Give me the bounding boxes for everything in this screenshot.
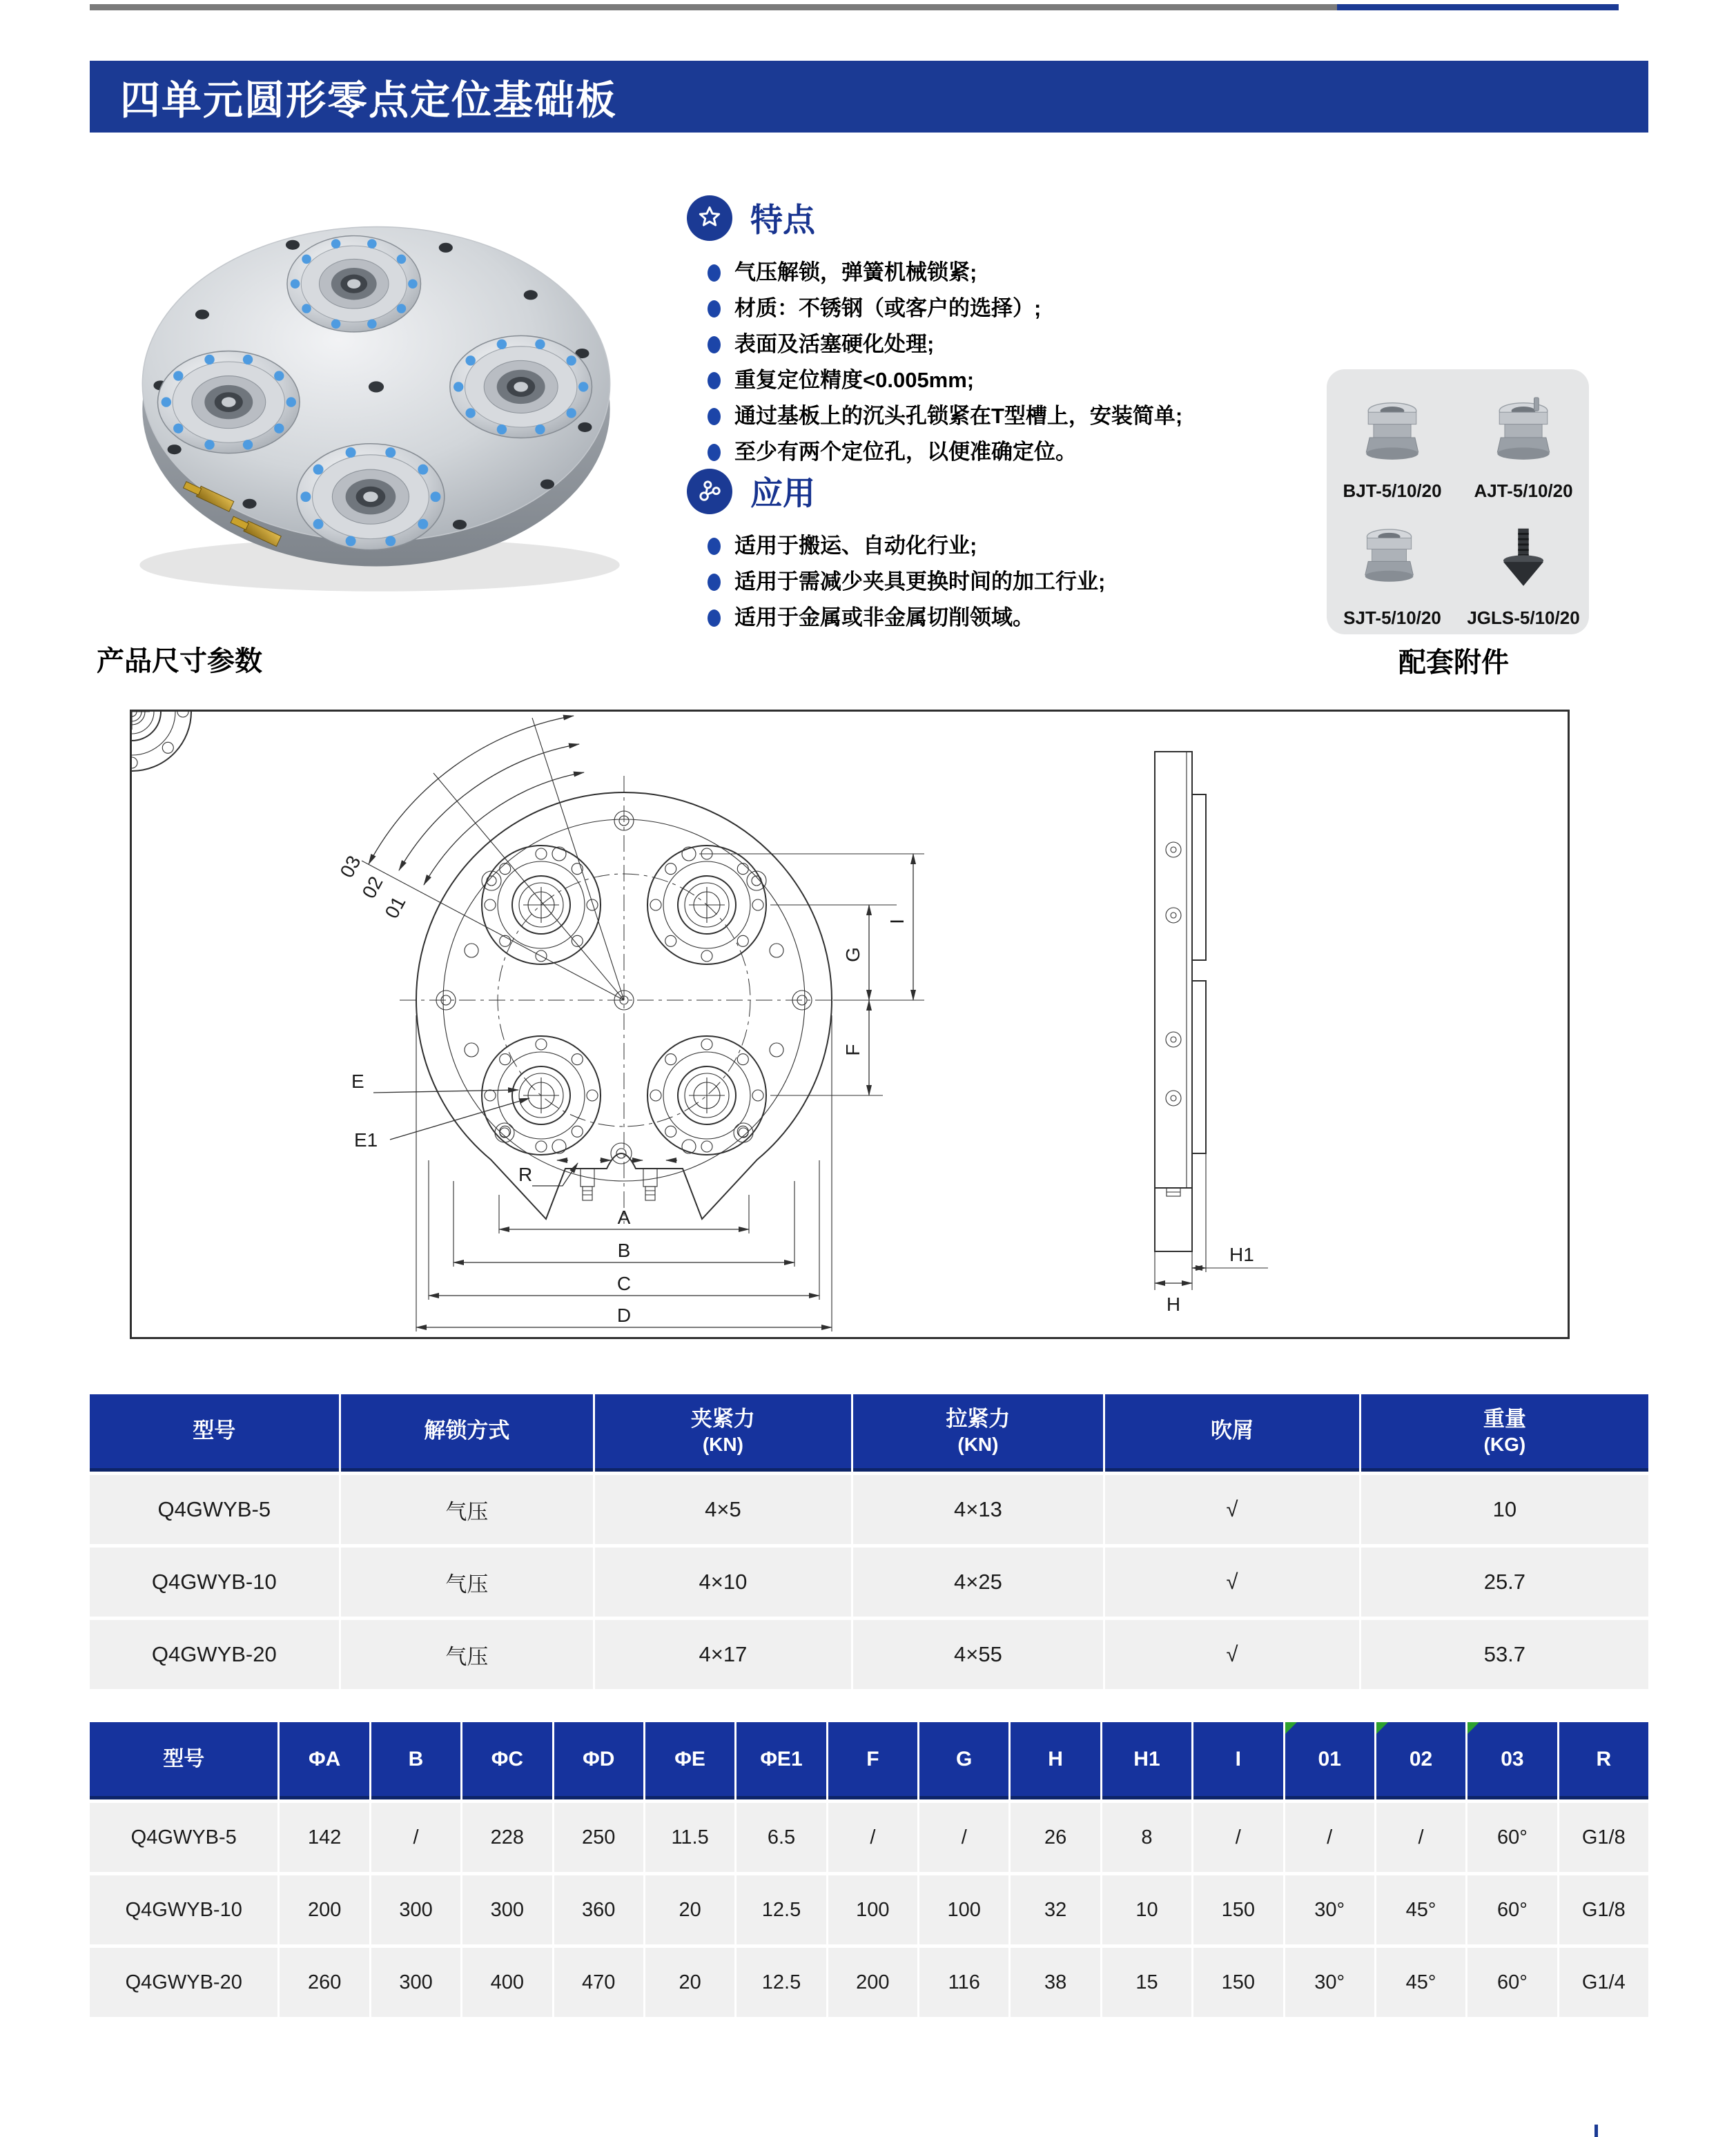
- dim-col-header: ΦA: [280, 1722, 369, 1799]
- bullet-icon: [708, 609, 721, 627]
- bullet-icon: [708, 574, 721, 591]
- table-cell: 60°: [1467, 1803, 1557, 1872]
- table-cell: 142: [280, 1803, 369, 1872]
- bullet-icon: [708, 372, 721, 389]
- table-cell: √: [1105, 1548, 1359, 1617]
- dim-col-header: F: [828, 1722, 917, 1799]
- table-cell: 气压: [341, 1620, 594, 1689]
- feature-item: 气压解锁，弹簧机械锁紧;: [708, 255, 1336, 291]
- dimensions-section-title: 产品尺寸参数: [97, 646, 262, 676]
- bullet-icon: [708, 408, 721, 425]
- accessory-item: [1327, 507, 1458, 634]
- table-cell: 4×55: [853, 1620, 1104, 1689]
- table-cell: 150: [1193, 1948, 1283, 2017]
- features-list: [687, 255, 1336, 470]
- table-cell: 气压: [341, 1475, 594, 1544]
- table-cell: /: [1285, 1803, 1374, 1872]
- model-cell: Q4GWYB-20: [90, 1948, 277, 2017]
- table-cell: 200: [280, 1875, 369, 1944]
- table-cell: 228: [462, 1803, 552, 1872]
- table-cell: 360: [554, 1875, 643, 1944]
- dim-label-e: E: [351, 1071, 364, 1092]
- feature-item: 至少有两个定位孔，以便准确定位。: [708, 434, 1336, 470]
- application-item: 适用于搬运、自动化行业;: [708, 528, 1336, 564]
- table-cell: G1/8: [1559, 1875, 1648, 1944]
- table-cell: 20: [645, 1948, 734, 2017]
- feature-item: 通过基板上的沉头孔锁紧在T型槽上，安装简单;: [708, 398, 1336, 434]
- table-cell: 26: [1011, 1803, 1100, 1872]
- table-cell: /: [1193, 1803, 1283, 1872]
- table-cell: 25.7: [1361, 1548, 1648, 1617]
- table-cell: 气压: [341, 1548, 594, 1617]
- accessory-label: AJT-5/10/20: [1474, 480, 1573, 501]
- table-cell: 15: [1102, 1948, 1191, 2017]
- table-cell: 60°: [1467, 1948, 1557, 2017]
- accessory-item: [1458, 507, 1589, 634]
- dim-col-header: I: [1193, 1722, 1283, 1799]
- table-cell: 116: [919, 1948, 1008, 2017]
- table-cell: 45°: [1376, 1948, 1465, 2017]
- spec-col-blow: 吹屑: [1105, 1394, 1359, 1472]
- applications-heading: 应用: [750, 475, 815, 511]
- clamp-thumb-icon: [1352, 396, 1432, 476]
- dim-label-e1: E1: [354, 1129, 378, 1151]
- table-cell: 300: [371, 1948, 460, 2017]
- table-cell: 4×25: [853, 1548, 1104, 1617]
- table-cell: 45°: [1376, 1875, 1465, 1944]
- table-cell: 300: [462, 1875, 552, 1944]
- features-section: [687, 195, 1336, 470]
- table-cell: 250: [554, 1803, 643, 1872]
- dim-label-angle2: 02: [358, 872, 387, 902]
- table-cell: 12.5: [737, 1948, 826, 2017]
- table-cell: 150: [1193, 1875, 1283, 1944]
- table-cell: G1/4: [1559, 1948, 1648, 2017]
- model-cell: Q4GWYB-10: [90, 1548, 339, 1617]
- table-cell: 100: [828, 1875, 917, 1944]
- bullet-icon: [708, 264, 721, 282]
- page-footer-mark: [1594, 2125, 1598, 2137]
- dim-label-c: C: [616, 1273, 632, 1294]
- feature-item: 材质：不锈钢（或客户的选择）;: [708, 291, 1336, 326]
- dim-col-header: H1: [1102, 1722, 1191, 1799]
- feature-item: 重复定位精度<0.005mm;: [708, 362, 1336, 398]
- dim-label-r: R: [518, 1164, 533, 1185]
- bullet-icon: [708, 336, 721, 353]
- applications-section: [687, 468, 1336, 636]
- table-cell: 30°: [1285, 1875, 1374, 1944]
- application-item: 适用于金属或非金属切削领域。: [708, 600, 1336, 636]
- accessory-label: SJT-5/10/20: [1343, 607, 1441, 628]
- dim-col-header: 01: [1285, 1722, 1374, 1799]
- dim-col-header: ΦE1: [737, 1722, 826, 1799]
- table-cell: 60°: [1467, 1875, 1557, 1944]
- bullet-icon: [708, 444, 721, 461]
- dim-col-header: 型号: [90, 1722, 277, 1799]
- application-item: 适用于需减少夹具更换时间的加工行业;: [708, 564, 1336, 600]
- dim-label-angle1: 01: [380, 892, 410, 922]
- screw-thumb-icon: [1483, 523, 1563, 603]
- dim-col-header: H: [1011, 1722, 1100, 1799]
- accessories-panel: [1327, 369, 1589, 634]
- spec-col-model: 型号: [90, 1394, 339, 1472]
- spec-table: [90, 1394, 1648, 1689]
- dimension-table: [90, 1722, 1648, 2017]
- accessory-label: JGLS-5/10/20: [1467, 607, 1580, 628]
- dim-col-header: B: [371, 1722, 460, 1799]
- top-rule: [90, 4, 1337, 10]
- dim-label-b: B: [617, 1240, 631, 1261]
- table-cell: /: [1376, 1803, 1465, 1872]
- table-cell: 8: [1102, 1803, 1191, 1872]
- table-cell: 6.5: [737, 1803, 826, 1872]
- table-cell: 200: [828, 1948, 917, 2017]
- page-title-banner: [90, 61, 1648, 133]
- model-cell: Q4GWYB-5: [90, 1475, 339, 1544]
- clamp-pin-thumb-icon: [1483, 396, 1563, 476]
- table-cell: 10: [1361, 1475, 1648, 1544]
- table-cell: 11.5: [645, 1803, 734, 1872]
- spec-col-clamp-force: 夹紧力 (KN): [595, 1394, 851, 1472]
- bullet-icon: [708, 300, 721, 318]
- model-cell: Q4GWYB-10: [90, 1875, 277, 1944]
- dim-col-header: ΦD: [554, 1722, 643, 1799]
- product-photo: [69, 178, 683, 609]
- table-cell: 12.5: [737, 1875, 826, 1944]
- spec-col-pull-force: 拉紧力 (KN): [853, 1394, 1104, 1472]
- dim-label-d: D: [616, 1305, 632, 1326]
- table-cell: G1/8: [1559, 1803, 1648, 1872]
- dim-col-header: G: [919, 1722, 1008, 1799]
- accessory-item: [1327, 369, 1458, 507]
- model-cell: Q4GWYB-5: [90, 1803, 277, 1872]
- dim-label-angle3: 03: [335, 852, 365, 881]
- features-heading: 特点: [750, 202, 815, 238]
- model-cell: Q4GWYB-20: [90, 1620, 339, 1689]
- table-cell: 4×5: [595, 1475, 851, 1544]
- dim-label-h1: H1: [1229, 1244, 1254, 1265]
- dim-col-header: ΦE: [645, 1722, 734, 1799]
- table-cell: 32: [1011, 1875, 1100, 1944]
- table-cell: /: [371, 1803, 460, 1872]
- table-cell: /: [919, 1803, 1008, 1872]
- accessory-label: BJT-5/10/20: [1343, 480, 1442, 501]
- applications-list: [687, 528, 1336, 636]
- technical-drawing: [130, 710, 1570, 1339]
- table-cell: 4×13: [853, 1475, 1104, 1544]
- spec-col-weight: 重量 (KG): [1361, 1394, 1648, 1472]
- share-icon: [687, 469, 732, 514]
- dim-label-i: I: [886, 919, 908, 924]
- table-cell: 30°: [1285, 1948, 1374, 2017]
- feature-item: 表面及活塞硬化处理;: [708, 326, 1336, 362]
- accessories-caption: 配套附件: [1398, 647, 1509, 678]
- table-cell: /: [828, 1803, 917, 1872]
- spec-col-unlock: 解锁方式: [341, 1394, 594, 1472]
- dim-label-f: F: [842, 1044, 864, 1056]
- accessory-item: [1458, 369, 1589, 507]
- table-cell: 20: [645, 1875, 734, 1944]
- clamp-small-thumb-icon: [1352, 523, 1432, 603]
- table-cell: 260: [280, 1948, 369, 2017]
- table-cell: 100: [919, 1875, 1008, 1944]
- page-title: 四单元圆形零点定位基础板: [120, 78, 618, 123]
- dim-label-h: H: [1166, 1294, 1181, 1315]
- table-cell: 300: [371, 1875, 460, 1944]
- bullet-icon: [708, 538, 721, 555]
- table-cell: 4×10: [595, 1548, 851, 1617]
- table-cell: 10: [1102, 1875, 1191, 1944]
- top-rule-accent: [1337, 4, 1619, 10]
- dim-label-a: A: [617, 1207, 631, 1228]
- table-cell: 400: [462, 1948, 552, 2017]
- dim-col-header: ΦC: [462, 1722, 552, 1799]
- table-cell: 38: [1011, 1948, 1100, 2017]
- dim-col-header: 03: [1467, 1722, 1557, 1799]
- dim-label-g: G: [842, 947, 864, 962]
- table-cell: √: [1105, 1475, 1359, 1544]
- dim-col-header: 02: [1376, 1722, 1465, 1799]
- star-icon: [687, 195, 732, 241]
- table-cell: 53.7: [1361, 1620, 1648, 1689]
- table-cell: √: [1105, 1620, 1359, 1689]
- dim-col-header: R: [1559, 1722, 1648, 1799]
- table-cell: 4×17: [595, 1620, 851, 1689]
- table-cell: 470: [554, 1948, 643, 2017]
